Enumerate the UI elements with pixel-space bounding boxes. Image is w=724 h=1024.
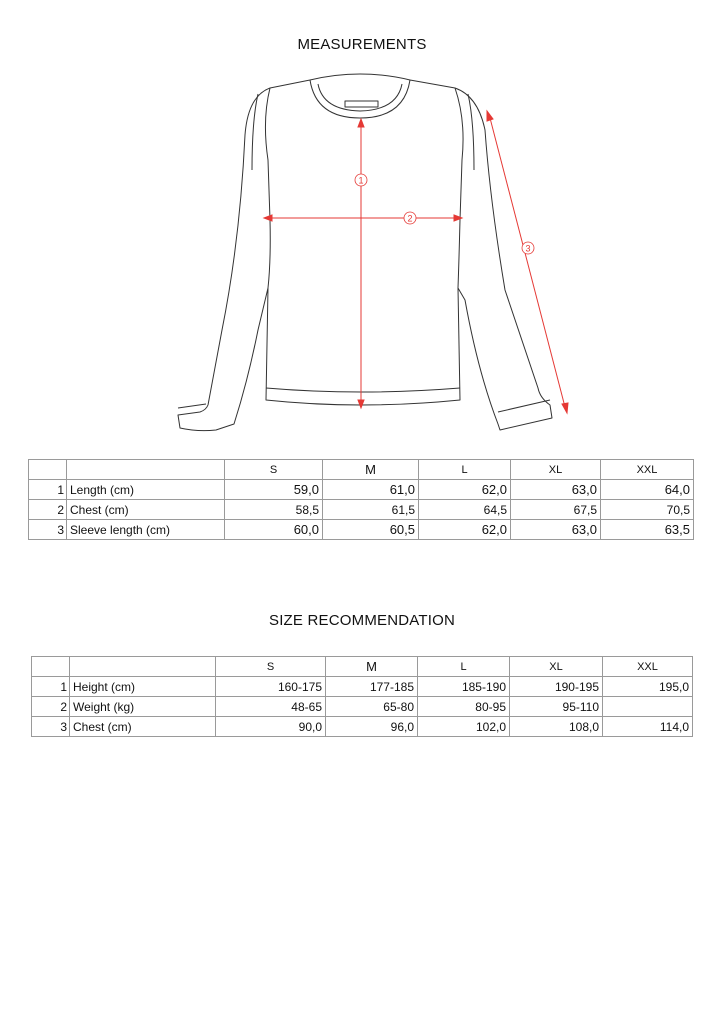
value-cell: 114,0: [603, 717, 693, 737]
value-cell: 185-190: [418, 677, 510, 697]
value-cell: 63,0: [511, 480, 601, 500]
value-cell: 59,0: [225, 480, 323, 500]
value-cell: 102,0: [418, 717, 510, 737]
size-header-xxl: XXL: [601, 460, 694, 480]
size-header-xxl: XXL: [603, 657, 693, 677]
value-cell: 63,5: [601, 520, 694, 540]
row-index: 1: [29, 480, 67, 500]
marker-3-label: 3: [525, 243, 531, 254]
value-cell: 67,5: [511, 500, 601, 520]
value-cell: 160-175: [216, 677, 326, 697]
value-cell: 64,5: [419, 500, 511, 520]
header-cell: [32, 657, 70, 677]
value-cell: 190-195: [510, 677, 603, 697]
value-cell: 96,0: [326, 717, 418, 737]
value-cell: 90,0: [216, 717, 326, 737]
size-header-s: S: [225, 460, 323, 480]
measurements-title: MEASUREMENTS: [297, 36, 427, 53]
value-cell: 48-65: [216, 697, 326, 717]
size-header-l: L: [419, 460, 511, 480]
size-header-xl: XL: [511, 460, 601, 480]
table-header-row: [29, 460, 694, 480]
value-cell: 195,0: [603, 677, 693, 697]
row-label: Chest (cm): [70, 717, 216, 737]
dimension-lines: [264, 111, 568, 413]
size-header-l: L: [418, 657, 510, 677]
header-cell: [29, 460, 67, 480]
value-cell: 177-185: [326, 677, 418, 697]
size-recommendation-title: SIZE RECOMMENDATION: [268, 612, 456, 629]
size-header-m: M: [323, 460, 419, 480]
value-cell: 60,0: [225, 520, 323, 540]
value-cell: 65-80: [326, 697, 418, 717]
header-cell: [67, 460, 225, 480]
table-row: [29, 480, 694, 500]
value-cell: 61,0: [323, 480, 419, 500]
row-label: Sleeve length (cm): [67, 520, 225, 540]
marker-2-label: 2: [407, 213, 413, 224]
size-recommendation-table: [31, 656, 693, 737]
size-header-xl: XL: [510, 657, 603, 677]
row-index: 3: [29, 520, 67, 540]
measurements-table: [28, 459, 694, 540]
row-label: Chest (cm): [67, 500, 225, 520]
row-index: 1: [32, 677, 70, 697]
value-cell: 62,0: [419, 520, 511, 540]
marker-1-label: 1: [358, 175, 364, 186]
table-row: [32, 717, 693, 737]
value-cell: 80-95: [418, 697, 510, 717]
row-label: Height (cm): [70, 677, 216, 697]
size-header-m: M: [326, 657, 418, 677]
value-cell: 60,5: [323, 520, 419, 540]
value-cell: 64,0: [601, 480, 694, 500]
value-cell: 108,0: [510, 717, 603, 737]
garment-outline: [178, 74, 552, 431]
table-row: [32, 697, 693, 717]
value-cell: 63,0: [511, 520, 601, 540]
table-row: [29, 520, 694, 540]
value-cell: 70,5: [601, 500, 694, 520]
table-row: [32, 677, 693, 697]
row-label: Length (cm): [67, 480, 225, 500]
value-cell: [603, 697, 693, 717]
value-cell: 58,5: [225, 500, 323, 520]
value-cell: 62,0: [419, 480, 511, 500]
table-row: [29, 500, 694, 520]
table-header-row: [32, 657, 693, 677]
row-index: 3: [32, 717, 70, 737]
value-cell: 95-110: [510, 697, 603, 717]
header-cell: [70, 657, 216, 677]
row-index: 2: [29, 500, 67, 520]
sweatshirt-diagram: [170, 72, 570, 437]
row-label: Weight (kg): [70, 697, 216, 717]
size-header-s: S: [216, 657, 326, 677]
row-index: 2: [32, 697, 70, 717]
value-cell: 61,5: [323, 500, 419, 520]
